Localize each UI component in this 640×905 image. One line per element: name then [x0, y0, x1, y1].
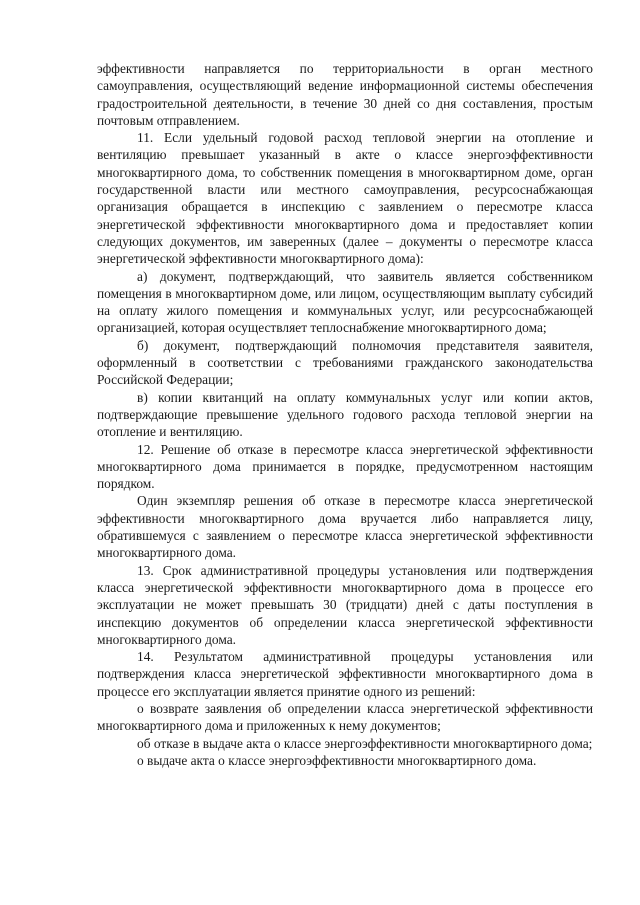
paragraph-decision-issue: о выдаче акта о классе энергоэффективности многоквартирного дома. — [137, 752, 537, 768]
document-body — [97, 60, 593, 769]
paragraph-subitem-v: в) копии квитанций на оплату коммунальных услуг или копии актов, подтверждающие превышение удельного годового расхода тепловой энергии на отопление и вентиляцию. — [97, 389, 593, 440]
paragraph-item-13: 13. Срок административной процедуры установления или подтверждения класса энергетической эффективности многоквартирного дома в процессе его эксплуатации не может превышать 30 (тридцати) дней с даты поступления в инспекцию документов об определении класса энергетической эффективности многоквартирного дома. — [97, 562, 593, 647]
paragraph-decision-return: о возврате заявления об определении класса энергетической эффективности многоквартирного дома и приложенных к нему документов; — [97, 700, 593, 734]
paragraph-subitem-b: б) документ, подтверждающий полномочия представителя заявителя, оформленный в соответствии с требованиями гражданского законодательства Российской Федерации; — [97, 337, 593, 388]
paragraph-item-12: 12. Решение об отказе в пересмотре класса энергетической эффективности многоквартирного дома принимается в порядке, предусмотренном настоящим порядком. — [97, 441, 593, 492]
paragraph-refusal-copy: Один экземпляр решения об отказе в пересмотре класса энергетической эффективности многоквартирного дома вручается либо направляется лицу, обратившемуся с заявлением о пересмотре класса энергетической эффективности многоквартирного дома. — [97, 493, 593, 561]
paragraph-decision-refusal: об отказе в выдаче акта о классе энергоэффективности многоквартирного дома; — [137, 735, 593, 751]
paragraph-item-11: 11. Если удельный годовой расход тепловой энергии на отопление и вентиляцию превышает указанный в акте о классе энергоэффективности многоквартирного дома, то собственник помещения в многоквартирном доме, орган государственной власти или местного самоуправления, ресурсоснабжающая организация обращается в инспекцию с заявлением о пересмотре класса энергетической эффективности многоквартирного дома и предоставляет копии следующих документов, им заверенных (далее – документы о пересмотре класса энергетической эффективности многоквартирного дома): — [97, 130, 593, 267]
paragraph-continuation: эффективности направляется по территориальности в орган местного самоуправления, осуществляющий ведение информационной системы обеспечения градостроительной деятельности, в течение 30 дней со дня составления, простым почтовым отправлением. — [97, 61, 593, 128]
paragraph-subitem-a: а) документ, подтверждающий, что заявитель является собственником помещения в многоквартирном доме, или лицом, осуществляющим выплату субсидий на оплату жилого помещения и коммунальных услуг, или ресурсоснабжающей организацией, которая осуществляет теплоснабжение многоквартирного дома; — [97, 268, 593, 336]
paragraph-item-14: 14. Результатом административной процедуры установления или подтверждения класса энергетической эффективности многоквартирного дома в процессе его эксплуатации является принятие одного из решений: — [97, 649, 593, 699]
